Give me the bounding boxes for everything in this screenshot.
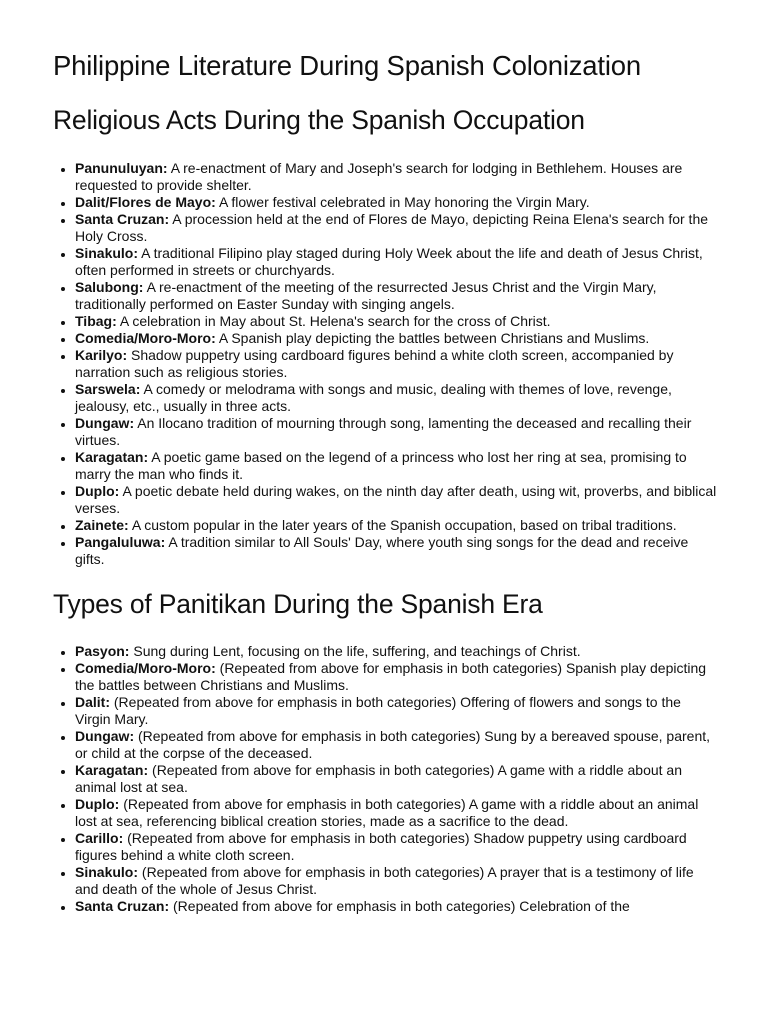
item-description: (Repeated from above for emphasis in both categories) Shadow puppetry using cardboard figures behind a white cloth screen. (75, 830, 687, 863)
item-term: Duplo: (75, 796, 120, 812)
item-term: Comedia/Moro-Moro: (75, 660, 216, 676)
item-description: A poetic game based on the legend of a princess who lost her ring at sea, promising to marry the man who finds it. (75, 449, 687, 482)
item-term: Sinakulo: (75, 245, 139, 261)
item-term: Tibag: (75, 313, 117, 329)
item-description: (Repeated from above for emphasis in both categories) A prayer that is a testimony of life and death of the whole of Jesus Christ. (75, 864, 694, 897)
list-item (75, 245, 720, 279)
list-item (75, 381, 720, 415)
list-item (75, 330, 720, 347)
item-description: (Repeated from above for emphasis in both categories) Celebration of the (173, 898, 630, 914)
item-term: Zainete: (75, 517, 129, 533)
panitikan-types-list (53, 643, 720, 915)
item-term: Carillo: (75, 830, 124, 846)
page-title: Philippine Literature During Spanish Colonization (53, 50, 641, 81)
item-term: Karilyo: (75, 347, 128, 363)
list-item (75, 347, 720, 381)
item-description: A poetic debate held during wakes, on the ninth day after death, using wit, proverbs, and biblical verses. (75, 483, 717, 516)
list-item (75, 694, 720, 728)
item-description: A comedy or melodrama with songs and music, dealing with themes of love, revenge, jealousy, etc., usually in three acts. (75, 381, 672, 414)
list-item (75, 728, 720, 762)
item-term: Sarswela: (75, 381, 141, 397)
item-term: Sinakulo: (75, 864, 139, 880)
section-heading-religious-acts: Religious Acts During the Spanish Occupation (53, 105, 585, 135)
list-item (75, 898, 720, 915)
list-item (75, 313, 720, 330)
item-term: Karagatan: (75, 449, 149, 465)
list-item (75, 211, 720, 245)
religious-acts-list (53, 160, 720, 568)
list-item (75, 660, 720, 694)
item-term: Dungaw: (75, 728, 135, 744)
list-item (75, 483, 720, 517)
item-description: A celebration in May about St. Helena's search for the cross of Christ. (119, 313, 551, 329)
item-term: Pasyon: (75, 643, 130, 659)
list-item (75, 279, 720, 313)
item-description: A Spanish play depicting the battles between Christians and Muslims. (218, 330, 650, 346)
item-term: Pangaluluwa: (75, 534, 166, 550)
item-description: A traditional Filipino play staged during Holy Week about the life and death of Jesus Christ, often performed in streets or churchyards. (75, 245, 703, 278)
section-heading-panitikan-types: Types of Panitikan During the Spanish Era (53, 589, 543, 619)
item-description: A tradition similar to All Souls' Day, where youth sing songs for the dead and receive gifts. (75, 534, 689, 567)
item-term: Dalit/Flores de Mayo: (75, 194, 216, 210)
item-description: (Repeated from above for emphasis in both categories) Spanish play depicting the battles between Christians and Muslims. (75, 660, 707, 693)
item-term: Santa Cruzan: (75, 898, 170, 914)
item-description: (Repeated from above for emphasis in both categories) A game with a riddle about an animal lost at sea. (75, 762, 683, 795)
list-item (75, 762, 720, 796)
item-description: A flower festival celebrated in May honoring the Virgin Mary. (218, 194, 590, 210)
item-description: Shadow puppetry using cardboard figures behind a white cloth screen, accompanied by narration such as religious stories. (75, 347, 674, 380)
item-description: A custom popular in the later years of the Spanish occupation, based on tribal traditions. (131, 517, 677, 533)
item-term: Duplo: (75, 483, 120, 499)
item-description: (Repeated from above for emphasis in both categories) Offering of flowers and songs to the Virgin Mary. (75, 694, 681, 727)
item-term: Santa Cruzan: (75, 211, 170, 227)
item-description: A re-enactment of the meeting of the resurrected Jesus Christ and the Virgin Mary, traditionally performed on Easter Sunday with singing angels. (75, 279, 657, 312)
item-description: (Repeated from above for emphasis in both categories) A game with a riddle about an animal lost at sea, referencing biblical creation stories, made as a sacrifice to the dead. (75, 796, 699, 829)
item-description: An Ilocano tradition of mourning through song, lamenting the deceased and recalling their virtues. (75, 415, 692, 448)
item-term: Dungaw: (75, 415, 135, 431)
list-item (75, 449, 720, 483)
list-item (75, 415, 720, 449)
item-term: Dalit: (75, 694, 110, 710)
item-term: Comedia/Moro-Moro: (75, 330, 216, 346)
item-term: Karagatan: (75, 762, 149, 778)
item-description: A re-enactment of Mary and Joseph's search for lodging in Bethlehem. Houses are requested to provide shelter. (75, 160, 683, 193)
item-term: Panunuluyan: (75, 160, 168, 176)
item-description: (Repeated from above for emphasis in both categories) Sung by a bereaved spouse, parent, or child at the corpse of the deceased. (75, 728, 711, 761)
item-term: Salubong: (75, 279, 144, 295)
list-item (75, 830, 720, 864)
list-item (75, 864, 720, 898)
list-item (75, 194, 720, 211)
list-item (75, 643, 720, 660)
list-item (75, 796, 720, 830)
list-item (75, 534, 720, 568)
item-description: A procession held at the end of Flores de Mayo, depicting Reina Elena's search for the Holy Cross. (75, 211, 709, 244)
list-item (75, 160, 720, 194)
list-item (75, 517, 720, 534)
item-description: Sung during Lent, focusing on the life, suffering, and teachings of Christ. (133, 643, 581, 659)
